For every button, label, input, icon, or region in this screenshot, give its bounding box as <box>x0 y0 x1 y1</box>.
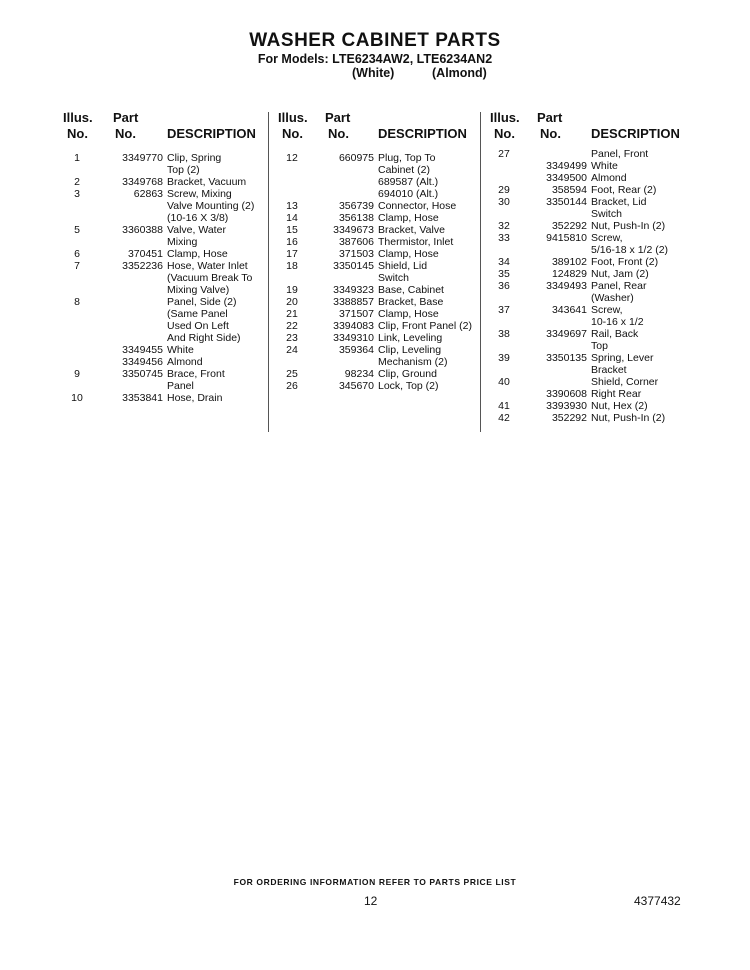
part-description: Panel, Front <box>591 148 649 160</box>
part-description: Brace, Front Panel <box>167 368 225 392</box>
part-description: Nut, Jam (2) <box>591 268 649 280</box>
parts-row <box>278 224 478 236</box>
parts-row <box>278 176 478 188</box>
illus-number: 32 <box>498 220 510 232</box>
part-number: 387606 <box>338 236 374 248</box>
illus-number: 40 <box>498 376 510 388</box>
column-divider <box>268 112 269 432</box>
part-description: Clip, Spring Top (2) <box>167 152 222 176</box>
part-number: 124829 <box>551 268 587 280</box>
part-description: Clip, Ground <box>378 368 437 380</box>
illus-number: 24 <box>286 344 298 356</box>
illus-number: 34 <box>498 256 510 268</box>
parts-row <box>490 256 690 268</box>
models-line: For Models: LTE6234AW2, LTE6234AN2 <box>257 52 493 66</box>
header-illus: Illus. <box>490 110 520 125</box>
parts-row <box>63 344 268 356</box>
header-part-no: No. <box>115 126 136 141</box>
parts-row <box>63 368 268 392</box>
illus-number: 19 <box>286 284 298 296</box>
illus-number: 42 <box>498 412 510 424</box>
page-title: WASHER CABINET PARTS <box>249 30 501 51</box>
illus-number: 3 <box>74 188 80 200</box>
parts-row <box>490 376 690 388</box>
part-number: 9415810 <box>546 232 587 244</box>
part-description: Clamp, Hose <box>167 248 228 260</box>
part-description: Bracket, Base <box>378 296 444 308</box>
part-number: 3350145 <box>333 260 374 272</box>
parts-row <box>278 200 478 212</box>
illus-number: 14 <box>286 212 298 224</box>
illus-number: 20 <box>286 296 298 308</box>
parts-row <box>490 196 690 220</box>
illus-number: 9 <box>74 368 80 380</box>
illus-number: 38 <box>498 328 510 340</box>
part-number: 62863 <box>133 188 163 200</box>
parts-row <box>490 328 690 352</box>
part-number: 345670 <box>338 380 374 392</box>
parts-row <box>278 212 478 224</box>
parts-row <box>278 188 478 200</box>
page-number: 12 <box>364 894 378 908</box>
parts-row <box>63 260 268 296</box>
header-illus-no: No. <box>494 126 515 141</box>
parts-row <box>63 152 268 176</box>
parts-row <box>278 344 478 368</box>
part-number: 3349493 <box>546 280 587 292</box>
parts-row <box>63 296 268 344</box>
parts-row <box>63 392 268 404</box>
part-description: 694010 (Alt.) <box>378 188 439 200</box>
part-number: 3349323 <box>333 284 374 296</box>
parts-row <box>278 368 478 380</box>
parts-row <box>278 296 478 308</box>
illus-number: 21 <box>286 308 298 320</box>
parts-row <box>490 184 690 196</box>
part-description: White <box>591 160 618 172</box>
color-white-label: (White) <box>352 66 395 80</box>
part-number: 3350135 <box>546 352 587 364</box>
parts-row <box>278 260 478 284</box>
part-description: Shield, Lid Switch <box>378 260 428 284</box>
part-number: 3350144 <box>546 196 587 208</box>
part-number: 3350745 <box>122 368 163 380</box>
parts-column-2 <box>278 110 478 392</box>
part-number: 389102 <box>551 256 587 268</box>
part-description: Shield, Corner <box>591 376 659 388</box>
part-description: Nut, Push-In (2) <box>591 412 666 424</box>
illus-number: 10 <box>71 392 83 404</box>
column-header <box>63 110 268 142</box>
parts-row <box>63 248 268 260</box>
header-illus-no: No. <box>282 126 303 141</box>
part-number: 3393930 <box>546 400 587 412</box>
part-description: Foot, Rear (2) <box>591 184 657 196</box>
header-description: DESCRIPTION <box>591 126 680 141</box>
part-description: Clamp, Hose <box>378 212 439 224</box>
part-number: 3349673 <box>333 224 374 236</box>
parts-row <box>490 412 690 424</box>
parts-row <box>490 160 690 172</box>
parts-row <box>278 248 478 260</box>
illus-number: 5 <box>74 224 80 236</box>
illus-number: 2 <box>74 176 80 188</box>
illus-number: 12 <box>286 152 298 164</box>
part-number: 343641 <box>551 304 587 316</box>
header-illus-no: No. <box>67 126 88 141</box>
illus-number: 27 <box>498 148 510 160</box>
parts-row <box>490 388 690 400</box>
document-number: 4377432 <box>634 894 681 908</box>
parts-row <box>278 380 478 392</box>
illus-number: 13 <box>286 200 298 212</box>
parts-row <box>490 232 690 256</box>
parts-column-1 <box>63 110 268 404</box>
part-number: 359364 <box>338 344 374 356</box>
part-description: Panel, Rear (Washer) <box>591 280 647 304</box>
part-description: Almond <box>167 356 203 368</box>
part-description: Panel, Side (2) (Same Panel Used On Left And Right Side) <box>167 296 241 344</box>
part-number: 371503 <box>338 248 374 260</box>
part-description: Connector, Hose <box>378 200 457 212</box>
header-part: Part <box>325 110 351 125</box>
parts-row <box>278 236 478 248</box>
header-part: Part <box>113 110 139 125</box>
part-description: Valve, Water Mixing <box>167 224 226 248</box>
part-number: 3349500 <box>546 172 587 184</box>
part-description: Spring, Lever Bracket <box>591 352 654 376</box>
part-description: Hose, Drain <box>167 392 223 404</box>
part-number: 370451 <box>127 248 163 260</box>
part-number: 3388857 <box>333 296 374 308</box>
part-number: 3353841 <box>122 392 163 404</box>
header-part-no: No. <box>328 126 349 141</box>
part-description: Clip, Front Panel (2) <box>378 320 472 332</box>
illus-number: 1 <box>74 152 80 164</box>
parts-row <box>490 172 690 184</box>
part-description: Link, Leveling <box>378 332 443 344</box>
part-description: Screw, 5/16-18 x 1/2 (2) <box>591 232 669 256</box>
part-number: 3349697 <box>546 328 587 340</box>
part-description: 689587 (Alt.) <box>378 176 439 188</box>
parts-row <box>63 188 268 224</box>
parts-row <box>63 356 268 368</box>
illus-number: 39 <box>498 352 510 364</box>
parts-rows <box>490 148 690 424</box>
part-number: 3352236 <box>122 260 163 272</box>
parts-row <box>490 280 690 304</box>
illus-number: 30 <box>498 196 510 208</box>
part-number: 3360388 <box>122 224 163 236</box>
part-description: Thermistor, Inlet <box>378 236 454 248</box>
part-description: Screw, 10-16 x 1/2 <box>591 304 644 328</box>
part-description: White <box>167 344 194 356</box>
illus-number: 26 <box>286 380 298 392</box>
illus-number: 41 <box>498 400 510 412</box>
part-description: Lock, Top (2) <box>378 380 439 392</box>
part-description: Nut, Hex (2) <box>591 400 648 412</box>
parts-row <box>490 268 690 280</box>
part-number: 3349770 <box>122 152 163 164</box>
parts-row <box>490 304 690 328</box>
parts-rows <box>278 152 478 392</box>
part-description: Foot, Front (2) <box>591 256 659 268</box>
part-number: 3390608 <box>546 388 587 400</box>
ordering-footer: FOR ORDERING INFORMATION REFER TO PARTS PRICE LIST <box>233 877 517 887</box>
illus-number: 23 <box>286 332 298 344</box>
part-description: Clamp, Hose <box>378 308 439 320</box>
part-number: 3349310 <box>333 332 374 344</box>
illus-number: 35 <box>498 268 510 280</box>
illus-number: 25 <box>286 368 298 380</box>
illus-number: 37 <box>498 304 510 316</box>
part-description: Right Rear <box>591 388 642 400</box>
part-description: Clip, Leveling Mechanism (2) <box>378 344 448 368</box>
column-divider <box>480 112 481 432</box>
illus-number: 8 <box>74 296 80 308</box>
part-number: 3349499 <box>546 160 587 172</box>
parts-row <box>278 284 478 296</box>
part-description: Clamp, Hose <box>378 248 439 260</box>
part-number: 3349456 <box>122 356 163 368</box>
illus-number: 33 <box>498 232 510 244</box>
part-number: 3349768 <box>122 176 163 188</box>
illus-number: 29 <box>498 184 510 196</box>
part-description: Plug, Top To Cabinet (2) <box>378 152 436 176</box>
part-description: Rail, Back Top <box>591 328 639 352</box>
part-description: Bracket, Valve <box>378 224 445 236</box>
illus-number: 7 <box>74 260 80 272</box>
part-number: 356739 <box>338 200 374 212</box>
part-description: Bracket, Lid Switch <box>591 196 647 220</box>
part-description: Bracket, Vacuum <box>167 176 247 188</box>
illus-number: 36 <box>498 280 510 292</box>
illus-number: 16 <box>286 236 298 248</box>
part-number: 356138 <box>338 212 374 224</box>
part-number: 352292 <box>551 412 587 424</box>
header-part-no: No. <box>540 126 561 141</box>
header-illus: Illus. <box>278 110 308 125</box>
parts-row <box>278 320 478 332</box>
parts-row <box>63 176 268 188</box>
part-number: 352292 <box>551 220 587 232</box>
column-header <box>490 110 690 142</box>
part-number: 660975 <box>338 152 374 164</box>
parts-rows <box>63 152 268 404</box>
part-description: Nut, Push-In (2) <box>591 220 666 232</box>
parts-row <box>490 400 690 412</box>
illus-number: 22 <box>286 320 298 332</box>
parts-row <box>63 224 268 248</box>
parts-row <box>278 332 478 344</box>
part-description: Almond <box>591 172 627 184</box>
illus-number: 17 <box>286 248 298 260</box>
header-illus: Illus. <box>63 110 93 125</box>
parts-row <box>490 352 690 376</box>
column-header <box>278 110 478 142</box>
header-description: DESCRIPTION <box>167 126 256 141</box>
part-number: 98234 <box>344 368 374 380</box>
illus-number: 18 <box>286 260 298 272</box>
part-number: 3349455 <box>122 344 163 356</box>
header-description: DESCRIPTION <box>378 126 467 141</box>
part-number: 3394083 <box>333 320 374 332</box>
parts-row <box>278 308 478 320</box>
parts-column-3 <box>490 110 690 424</box>
color-almond-label: (Almond) <box>432 66 487 80</box>
parts-row <box>490 148 690 160</box>
parts-row <box>278 152 478 176</box>
part-number: 371507 <box>338 308 374 320</box>
part-description: Hose, Water Inlet (Vacuum Break To Mixing Valve) <box>167 260 253 296</box>
part-description: Screw, Mixing Valve Mounting (2) (10-16 X 3/8) <box>167 188 255 224</box>
parts-row <box>490 220 690 232</box>
part-number: 358594 <box>551 184 587 196</box>
part-description: Base, Cabinet <box>378 284 444 296</box>
illus-number: 15 <box>286 224 298 236</box>
illus-number: 6 <box>74 248 80 260</box>
header-part: Part <box>537 110 563 125</box>
